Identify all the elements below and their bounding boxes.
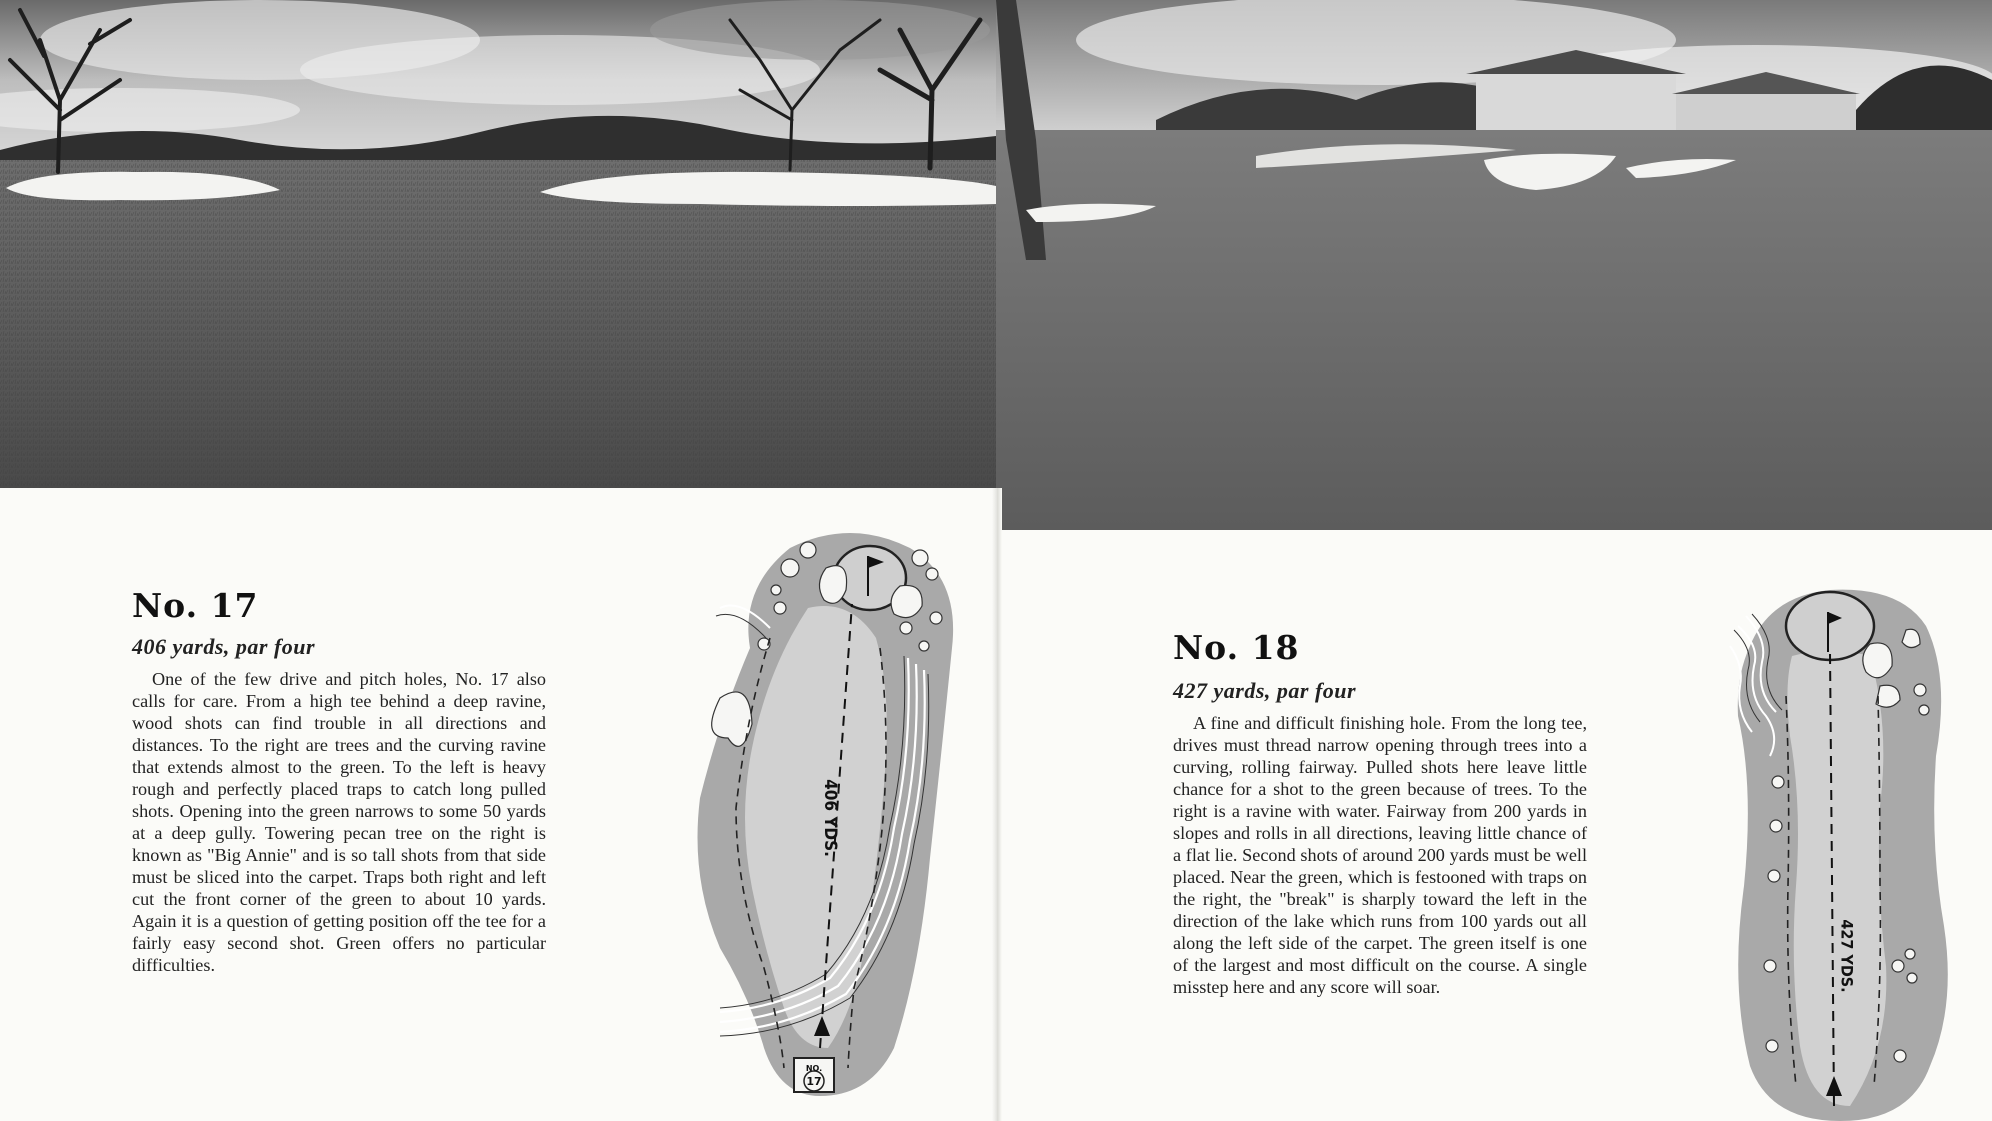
book-gutter — [992, 488, 1002, 1121]
hole-18-distance-label: 427 YDS. — [1837, 919, 1857, 993]
photo-hole-17-fairway — [0, 0, 996, 488]
hole-17-map — [680, 528, 970, 1098]
tee-marker-number: 17 — [806, 1075, 822, 1088]
hole-17-title: No. 17 — [132, 586, 259, 625]
hole-18-map — [1730, 586, 1950, 1121]
hole-18-title: No. 18 — [1173, 628, 1300, 667]
hole-17-subtitle: 406 yards, par four — [132, 634, 316, 659]
hole-18-fairway — [1787, 651, 1886, 1106]
hole-18-green — [1786, 592, 1874, 660]
hole-18-description: A fine and difficult finishing hole. From the long tee, drives must thread narrow opening through trees into a curving, rolling fairway. Pulled shots here leave little chance for a shot to the green because of trees. To the right is a ravine with water. Fairway from 200 yards in slopes and rolls in all directions, leaving little chance of a flat lie. Second shots of around 200 yards must be well placed. Near the green, which is festooned with traps on the right, the "break" is sharply toward the left in the direction of the lake which runs from 100 yards out all along the left side of the carpet. The green itself is one of the largest and most difficult on the course. A single misstep here and any score will soar. — [1173, 713, 1587, 997]
hole-18-subtitle: 427 yards, par four — [1173, 678, 1357, 703]
tee-marker-label: NO. — [805, 1064, 823, 1073]
hole-17-distance-label: 406 YDS. — [820, 779, 840, 857]
photo-hole-18-clubhouse — [996, 0, 1992, 530]
hole-17-description: One of the few drive and pitch holes, No. 17 also calls for care. From a high tee behind a deep ravine, wood shots can find trouble in all directions and distances. To the right are trees and the curving ravine that extends almost to the green. To the left is heavy rough and perfectly placed traps to catch long pulled shots. Opening into the green narrows to some 50 yards at a deep gully. Towering pecan tree on the right is known as "Big Annie" and is so tall shots from that side must be sliced into the carpet. Traps both right and left cut the front corner of the green to about 10 yards. Again it is a question of getting position off the tee for a fairly easy second shot. Green offers no particular difficulties. — [132, 669, 546, 975]
